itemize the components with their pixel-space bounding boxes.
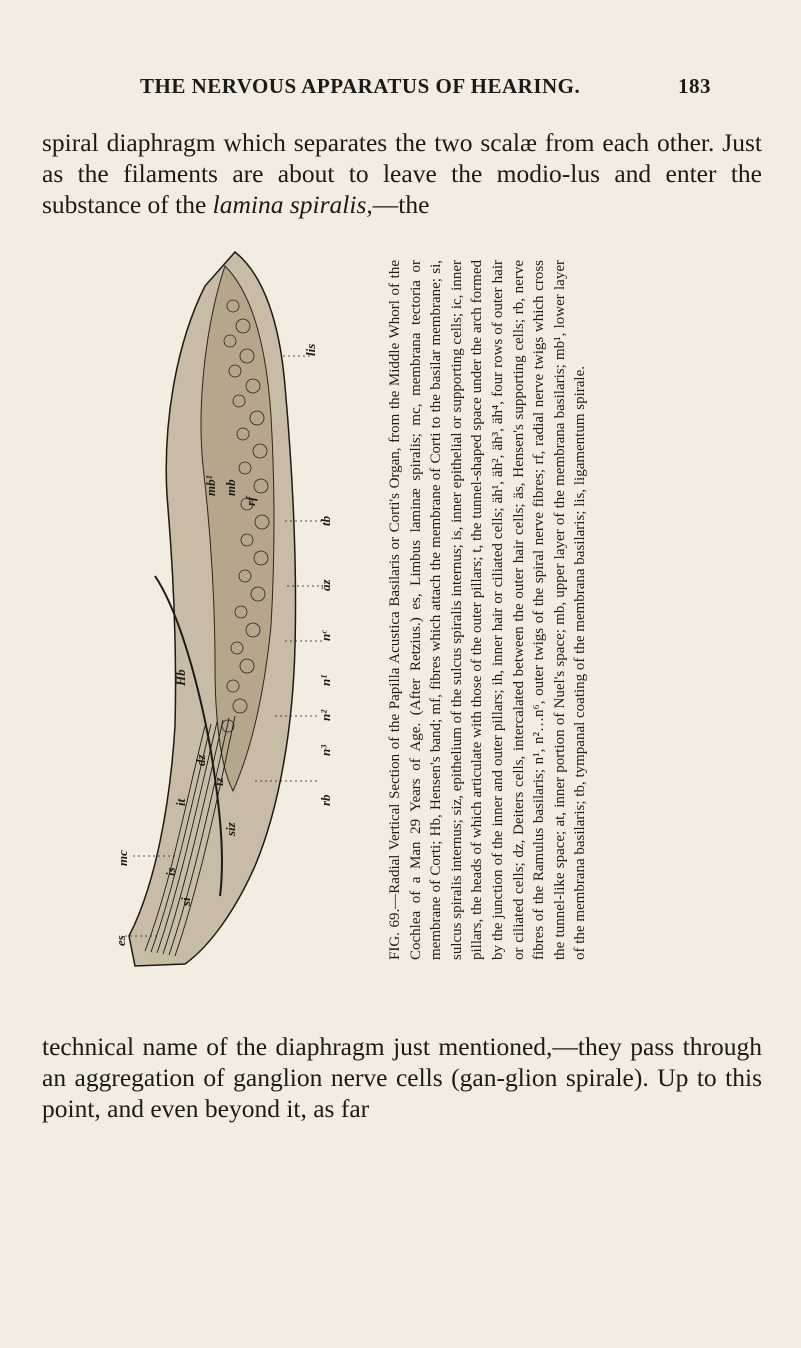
paragraph-top-text-2: —the — [372, 189, 430, 219]
figure-label-dz: dz — [193, 754, 208, 766]
figure-label-si: si — [178, 897, 193, 906]
figure-label-it: it — [173, 798, 188, 806]
figure-caption: FIG. 69.—Radial Vertical Section of the Papilla Acustica Basilaris or Corti's Organ, from the Middle Whorl of the Cochlea of a Man 29 Years of Age. (After Retzius.) es, Limbus laminæ spiralis; mc, membrana tectoria or membrane of Corti; Hb, Hensen's band; mf, fibres which attach the membrane of Corti to the basilar membrane; si, sulcus spiralis internus; siz, epithelium of the sulcus spiralis internus; is, inner epithelial or supporting cells; ic, inner pillars, the heads of which articulate with those of the outer pillars; t, the tunnel-shaped space under the arch formed by the junction of the inner and outer pillars; ih, inner hair or ciliated cells; äh¹, äh², äh³, äh⁴, four rows of outer hair or ciliated cells; dz, Deiters cells, intercalated between the outer hair cells; äs, Hensen's supporting cells; rb, nerve fibres of the Ramulus basilaris; n¹, n²…n⁶, outer twigs of the spiral nerve fibres; rf, radial nerve twigs which cross the tunnel-like space; at, inner portion of Nuel's space; mb, upper layer of the membrana basilaris; mb¹, lower layer of the membrana basilaris; tb, tympanal coating of the membrana basilaris; lis, ligamentum spirale. — [387, 260, 589, 960]
figure-label-mb: mb — [223, 479, 238, 496]
figure-label-lis: lis — [303, 343, 318, 356]
figure-label-n2: n² — [318, 709, 333, 721]
page-number: 183 — [678, 74, 711, 98]
figure-label-rb: rb — [318, 794, 333, 806]
figure-label-rf: rf — [243, 496, 258, 506]
paragraph-bottom: technical name of the diaphragm just mentioned,—they pass through an aggregation of ganglion nerve cells (gan-glion spirale). Up to this point, and even beyond it, as far — [42, 1031, 762, 1123]
figure-label-Hb: Hb — [173, 669, 188, 686]
figure-label-is: is — [163, 867, 178, 876]
figure-label-az: äz — [318, 579, 333, 591]
figure-label-n3: n³ — [318, 744, 333, 756]
figure-label-mc: mc — [115, 850, 130, 866]
figure-label-iz: iz — [211, 777, 226, 786]
figure-label-mb1: mb¹ — [203, 475, 218, 496]
paragraph-top-text-1: spiral diaphragm which separates the two scalæ from each other. Just as the filaments are about to leave the modio-lus and enter the substance of the — [42, 127, 762, 219]
corti-organ-illustration — [115, 246, 385, 968]
running-title: THE NERVOUS APPARATUS OF HEARING. — [140, 74, 581, 98]
figure-caption-container — [385, 250, 660, 960]
figure-label-siz: siz — [223, 822, 238, 836]
figure-label-es: es — [113, 935, 128, 946]
paragraph-top — [42, 127, 762, 220]
paragraph-top-italic: lamina spiralis, — [212, 189, 373, 219]
figure-label-tb: tb — [318, 515, 333, 526]
figure-label-nc: nᶜ — [318, 630, 333, 641]
figure-label-n1: n¹ — [318, 674, 333, 686]
